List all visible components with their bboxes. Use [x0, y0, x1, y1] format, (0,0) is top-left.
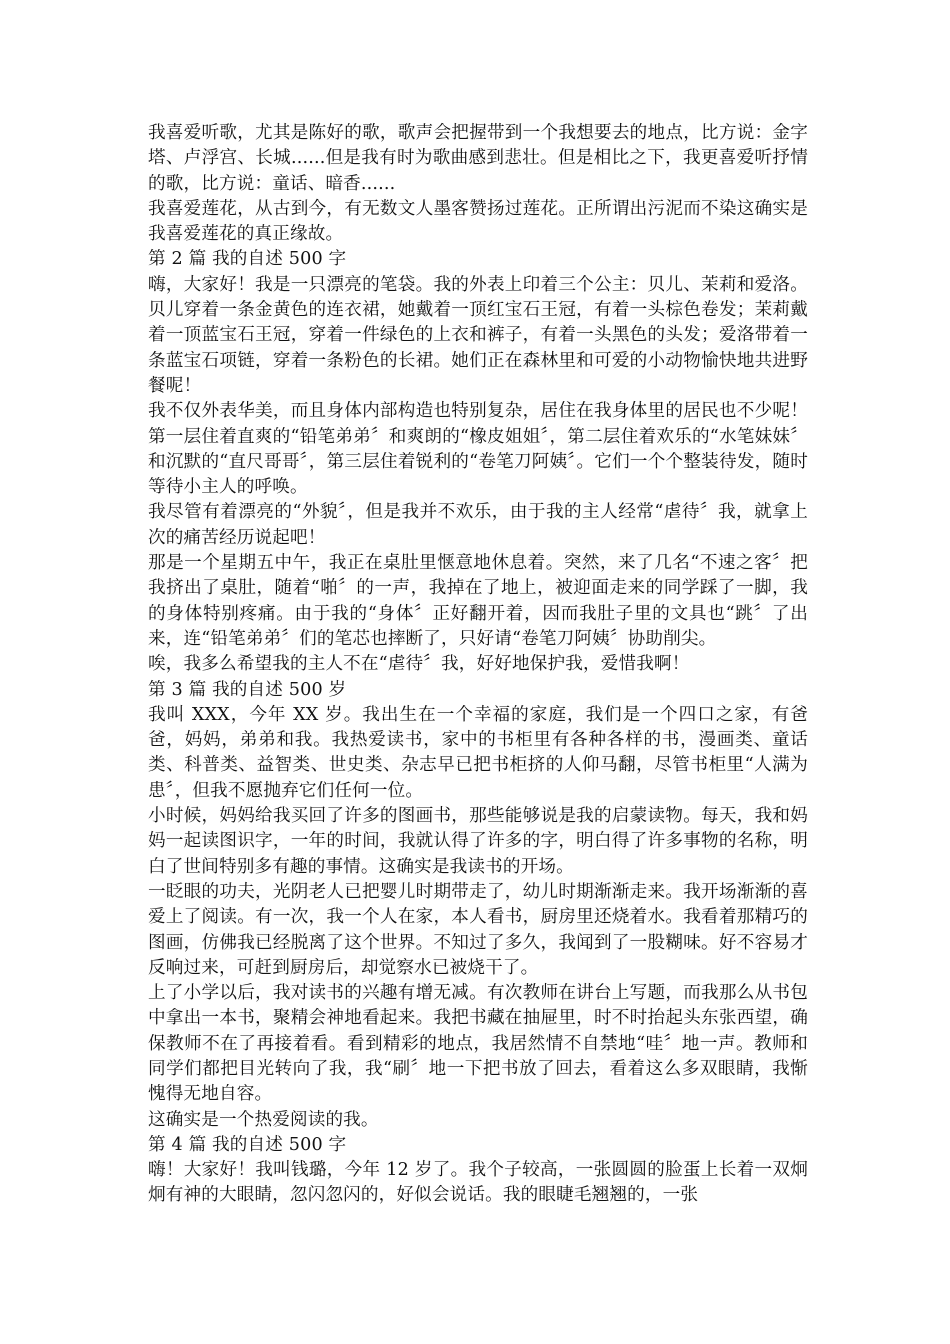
paragraph: 我不仅外表华美，而且身体内部构造也特别复杂，居住在我身体里的居民也不少呢！第一层住着直爽的“铅笔弟弟〞和爽朗的“橡皮姐姐〞，第二层住着欢乐的“水笔妹妹〞和沉默的“直尺哥哥〞，第三层住着锐利的“卷笔刀阿姨〞。它们一个个整装待发，随时等待小主人的呼唤。	[148, 401, 808, 498]
paragraph: 我喜爱莲花，从古到今，有无数文人墨客赞扬过莲花。正所谓出污泥而不染这确实是我喜爱莲花的真正缘故。	[148, 198, 808, 245]
paragraph: 一眨眼的功夫，光阴老人已把婴儿时期带走了，幼儿时期渐渐走来。我开场渐渐的喜爱上了阅读。有一次，我一个人在家，本人看书，厨房里还烧着水。我看着那精巧的图画，仿佛我已经脱离了这个世界。不知过了多久，我闻到了一股糊味。好不容易才反响过来，可赶到厨房后，却觉察水已被烧干了。	[148, 881, 808, 978]
section-heading: 第 2 篇 我的自述 500 字	[148, 249, 347, 270]
paragraph: 我尽管有着漂亮的“外貌〞，但是我并不欢乐，由于我的主人经常“虐待〞我，就拿上次的痛苦经历说起吧！	[148, 502, 808, 548]
paragraph: 我叫 XXX，今年 XX 岁。我出生在一个幸福的家庭，我们是一个四口之家，有爸爸，妈妈，弟弟和我。我热爱读书，家中的书柜里有各种各样的书，漫画类、童话类、科普类、益智类、世史类、杂志早已把书柜挤的人仰马翻，尽管书柜里“人满为患〞，但我不愿抛弃它们任何一位。	[148, 704, 808, 801]
paragraph: 嗨！大家好！我叫钱璐，今年 12 岁了。我个子较高，一张圆圆的脸蛋上长着一双炯炯有神的大眼睛，忽闪忽闪的，好似会说话。我的眼睫毛翘翘的，一张	[148, 1160, 808, 1206]
section-heading: 第 3 篇 我的自述 500 岁	[148, 679, 347, 700]
paragraph: 那是一个星期五中午，我正在桌肚里惬意地休息着。突然，来了几名“不速之客〞把我挤出了桌肚，随着“啪〞的一声，我掉在了地上，被迎面走来的同学踩了一脚，我的身体特别疼痛。由于我的“身体〞正好翻开着，因而我肚子里的文具也“跳〞了出来，连“铅笔弟弟〞们的笔芯也摔断了，只好请“卷笔刀阿姨〞协助削尖。	[148, 553, 808, 649]
paragraph: 上了小学以后，我对读书的兴趣有增无减。有次教师在讲台上写题，而我那么从书包中拿出一本书，聚精会神地看起来。我把书藏在抽屉里，时不时抬起头东张西望，确保教师不在了再接着看。看到精彩的地点，我居然情不自禁地“哇〞地一声。教师和同学们都把目光转向了我，我“刷〞地一下把书放了回去，看着这么多双眼睛，我惭愧得无地自容。	[148, 983, 808, 1105]
document-body	[148, 121, 808, 1209]
paragraph: 我喜爱听歌，尤其是陈好的歌，歌声会把握带到一个我想要去的地点，比方说：金字塔、卢浮宫、长城......但是我有时为歌曲感到悲壮。但是相比之下，我更喜爱听抒情的歌，比方说：童话、暗香......	[148, 123, 808, 194]
paragraph: 唉，我多么希望我的主人不在“虐待〞我，好好地保护我，爱惜我啊！	[148, 654, 690, 675]
paragraph: 这确实是一个热爱阅读的我。	[148, 1109, 379, 1130]
section-heading: 第 4 篇 我的自述 500 字	[148, 1134, 347, 1155]
paragraph: 小时候，妈妈给我买回了许多的图画书，那些能够说是我的启蒙读物。每天，我和妈妈一起读图识字，一年的时间，我就认得了许多的字，明白得了许多事物的名称，明白了世间特别多有趣的事情。这确实是我读书的开场。	[148, 806, 808, 877]
paragraph: 嗨，大家好！我是一只漂亮的笔袋。我的外表上印着三个公主：贝儿、茉莉和爱洛。贝儿穿着一条金黄色的连衣裙，她戴着一顶红宝石王冠，有着一头棕色卷发；茉莉戴着一顶蓝宝石王冠，穿着一件绿色的上衣和裤子，有着一头黑色的头发；爱洛带着一条蓝宝石项链，穿着一条粉色的长裙。她们正在森林里和可爱的小动物愉快地共进野餐呢！	[148, 274, 808, 396]
